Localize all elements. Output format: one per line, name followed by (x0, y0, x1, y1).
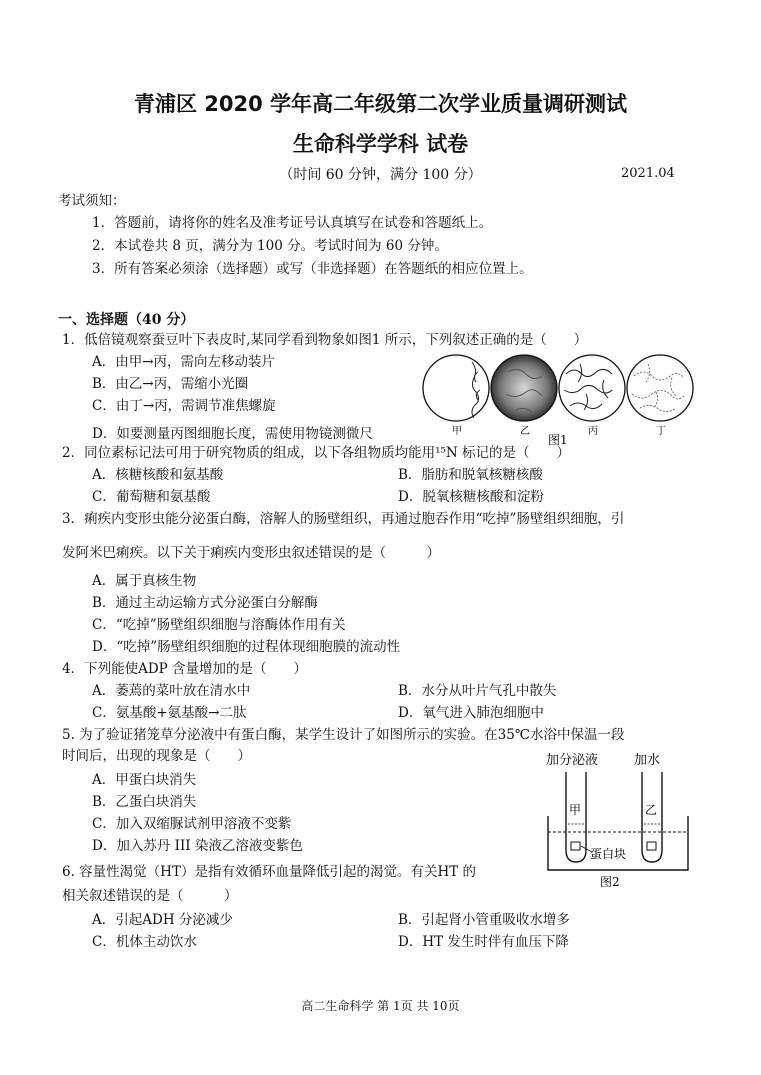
q2-option-b: B．脂肪和脱氧核糖核酸 (398, 467, 543, 483)
q5-stem-line1: 5. 为了验证猪笼草分泌液中有蛋白酶，某学生设计了如图所示的实验。在35℃水浴中保温一段 (62, 727, 625, 743)
exam-time-info: （时间 60 分钟，满分 100 分） (279, 167, 482, 183)
fig1-label-bing: 丙 (588, 426, 598, 437)
fig2-protein-block-label: 蛋白块 (590, 847, 627, 861)
q1-option-a: A．由甲→丙，需向左移动装片 (92, 354, 276, 370)
fig2-block-yi (647, 842, 656, 850)
q1-option-d: D．如要测量丙图细胞长度，需使用物镜测微尺 (92, 426, 373, 442)
q4-option-a: A．萎蔫的菜叶放在清水中 (92, 683, 251, 699)
q2-option-a: A．核糖核酸和氨基酸 (92, 467, 224, 483)
q2-option-c: C．葡萄糖和氨基酸 (92, 489, 211, 505)
fig1-label-ding: 丁 (656, 426, 666, 437)
fig2-block-jia (571, 842, 580, 850)
fig1-circle-ding (627, 355, 693, 421)
q3-option-d: D．“吃掉”肠壁组织细胞的过程体现细胞膜的流动性 (92, 639, 401, 655)
q6-option-b: B．引起肾小管重吸收水增多 (398, 912, 570, 928)
q3-option-c: C．“吃掉”肠壁组织细胞与溶酶体作用有关 (92, 617, 346, 633)
q3-option-b: B．通过主动运输方式分泌蛋白分解酶 (92, 595, 318, 611)
q1-option-c: C．由丁→丙，需调节准焦螺旋 (92, 398, 276, 414)
notice-item-3: 3．所有答案必须涂（选择题）或写（非选择题）在答题纸的相应位置上。 (92, 261, 533, 277)
q5-stem-line2: 时间后，出现的现象是（ ） (62, 748, 251, 764)
exam-title: 青浦区 2020 学年高二年级第二次学业质量调研测试 (133, 92, 628, 116)
q2-option-d: D．脱氧核糖核酸和淀粉 (398, 489, 544, 505)
fig1-circle-yi (491, 355, 557, 421)
figure-2 (538, 748, 698, 893)
q5-option-d: D．加入苏丹 III 染液乙溶液变紫色 (92, 838, 303, 854)
q1-option-b: B．由乙→丙，需缩小光圈 (92, 376, 249, 392)
section-heading: 一、选择题（40 分） (58, 312, 195, 328)
notice-item-2: 2．本试卷共 8 页，满分为 100 分。考试时间为 60 分钟。 (92, 238, 448, 254)
fig2-caption: 图2 (600, 875, 620, 889)
page-footer: 高二生命科学 第 1页 共 10页 (301, 999, 460, 1013)
q3-option-a: A．属于真核生物 (92, 573, 197, 589)
q4-stem: 4．下列能使ADP 含量增加的是（ ） (62, 661, 308, 677)
exam-date: 2021.04 (621, 166, 675, 181)
notice-item-1: 1．答题前，请将你的姓名及准考证号认真填写在试卷和答题纸上。 (92, 215, 493, 231)
fig2-tube-jia-label: 甲 (569, 803, 582, 817)
q3-stem-line1: 3．痢疾内变形虫能分泌蛋白酶，溶解人的肠壁组织，再通过胞吞作用“吃掉”肠壁组织细胞，引 (62, 511, 625, 527)
q5-option-c: C．加入双缩脲试剂甲溶液不变紫 (92, 816, 292, 832)
fig1-circle-bing (559, 355, 625, 421)
fig1-circle-jia (423, 355, 489, 421)
fig2-tube-yi-label: 乙 (645, 803, 658, 817)
q6-option-c: C．机体主动饮水 (92, 934, 197, 950)
q1-stem: 1．低倍镜观察蚕豆叶下表皮时,某同学看到物象如图1 所示，下列叙述正确的是（ ） (62, 332, 588, 348)
fig2-label-secretion: 加分泌液 (546, 753, 599, 768)
exam-subject: 生命科学学科 试卷 (292, 132, 469, 156)
notice-heading: 考试须知： (58, 193, 126, 209)
fig1-caption: 图1 (548, 433, 568, 447)
fig2-label-water: 加水 (634, 753, 661, 768)
q6-stem-line1: 6. 容量性渴觉（HT）是指有效循环血量降低引起的渴觉。有关HT 的 (62, 864, 477, 880)
fig1-label-yi: 乙 (520, 426, 530, 437)
q2-stem: 2．同位素标记法可用于研究物质的组成，以下各组物质均能用¹⁵N 标记的是（ ） (62, 445, 571, 461)
fig1-label-jia: 甲 (452, 426, 462, 437)
q4-option-c: C．氨基酸+氨基酸→二肽 (92, 705, 247, 721)
q3-stem-line2: 发阿米巴痢疾。以下关于痢疾内变形虫叙述错误的是（ ） (62, 545, 440, 561)
figure-1 (420, 350, 700, 450)
q6-stem-line2: 相关叙述错误的是（ ） (62, 888, 238, 904)
q6-option-d: D．HT 发生时伴有血压下降 (398, 934, 569, 950)
q6-option-a: A．引起ADH 分泌减少 (92, 912, 233, 928)
q4-option-d: D．氧气进入肺泡细胞中 (398, 705, 544, 721)
q4-option-b: B．水分从叶片气孔中散失 (398, 683, 557, 699)
q5-option-a: A．甲蛋白块消失 (92, 772, 197, 788)
q5-option-b: B．乙蛋白块消失 (92, 794, 197, 810)
